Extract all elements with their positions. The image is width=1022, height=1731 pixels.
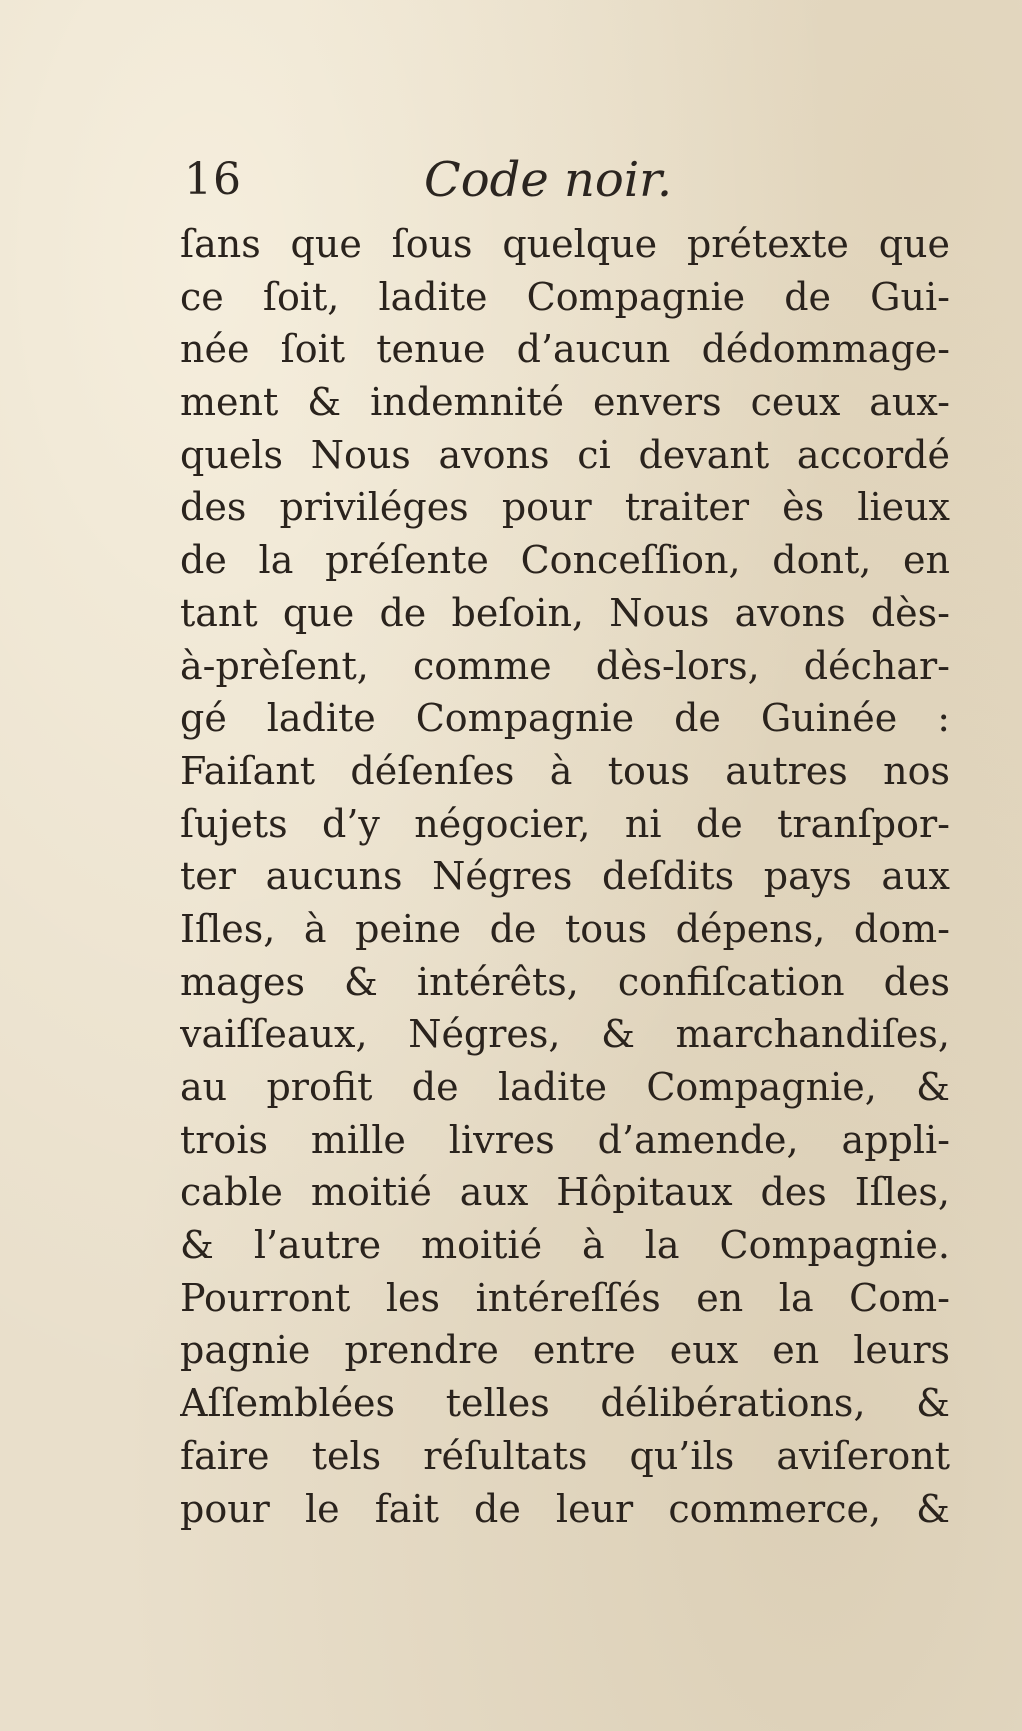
text-line: gé ladite Compagnie de Guinée :	[180, 696, 950, 741]
text-line: & l’autre moitié à la Compagnie.	[180, 1223, 950, 1268]
text-line: tant que de beſoin, Nous avons dès-	[180, 590, 950, 635]
text-line: à-prèſent, comme dès-lors, déchar-	[180, 643, 950, 688]
text-line: ce ſoit, ladite Compagnie de Gui-	[180, 274, 950, 319]
text-line: pour le fait de leur commerce, &	[180, 1486, 950, 1531]
text-line: ſujets d’y négocier, ni de tranſpor-	[180, 801, 950, 846]
page-number: 16	[184, 154, 242, 205]
text-line: née ſoit tenue d’aucun dédommage-	[180, 327, 950, 372]
text-line: cable moitié aux Hôpitaux des Iſles,	[180, 1170, 950, 1215]
text-line: ment & indemnité envers ceux aux-	[180, 380, 950, 425]
running-head	[184, 150, 944, 210]
text-line: trois mille livres d’amende, appli-	[180, 1117, 950, 1162]
text-line: pagnie prendre entre eux en leurs	[180, 1328, 950, 1373]
text-line: Iſles, à peine de tous dépens, dom-	[180, 906, 950, 951]
running-title: Code noir.	[424, 152, 673, 208]
text-line: vaiſſeaux, Négres, & marchandiſes,	[180, 1012, 950, 1057]
text-line: Aſſemblées telles délibérations, &	[180, 1381, 950, 1426]
text-line: des priviléges pour traiter ès lieux	[180, 485, 950, 530]
text-line: quels Nous avons ci devant accordé	[180, 432, 950, 477]
text-line: ſans que ſous quelque prétexte que	[180, 222, 950, 266]
text-line: ter aucuns Négres deſdits pays aux	[180, 854, 950, 899]
text-line: Faiſant déſenſes à tous autres nos	[180, 748, 950, 793]
text-line: mages & intérêts, confiſcation des	[180, 959, 950, 1004]
body-text	[180, 218, 950, 1535]
text-line: au profit de ladite Compagnie, &	[180, 1065, 950, 1109]
text-line: faire tels réſultats qu’ils aviſeront	[180, 1433, 950, 1478]
text-line: de la préſente Conceſſion, dont, en	[180, 538, 950, 583]
text-line: Pourront les intéreſſés en la Com-	[180, 1275, 950, 1320]
